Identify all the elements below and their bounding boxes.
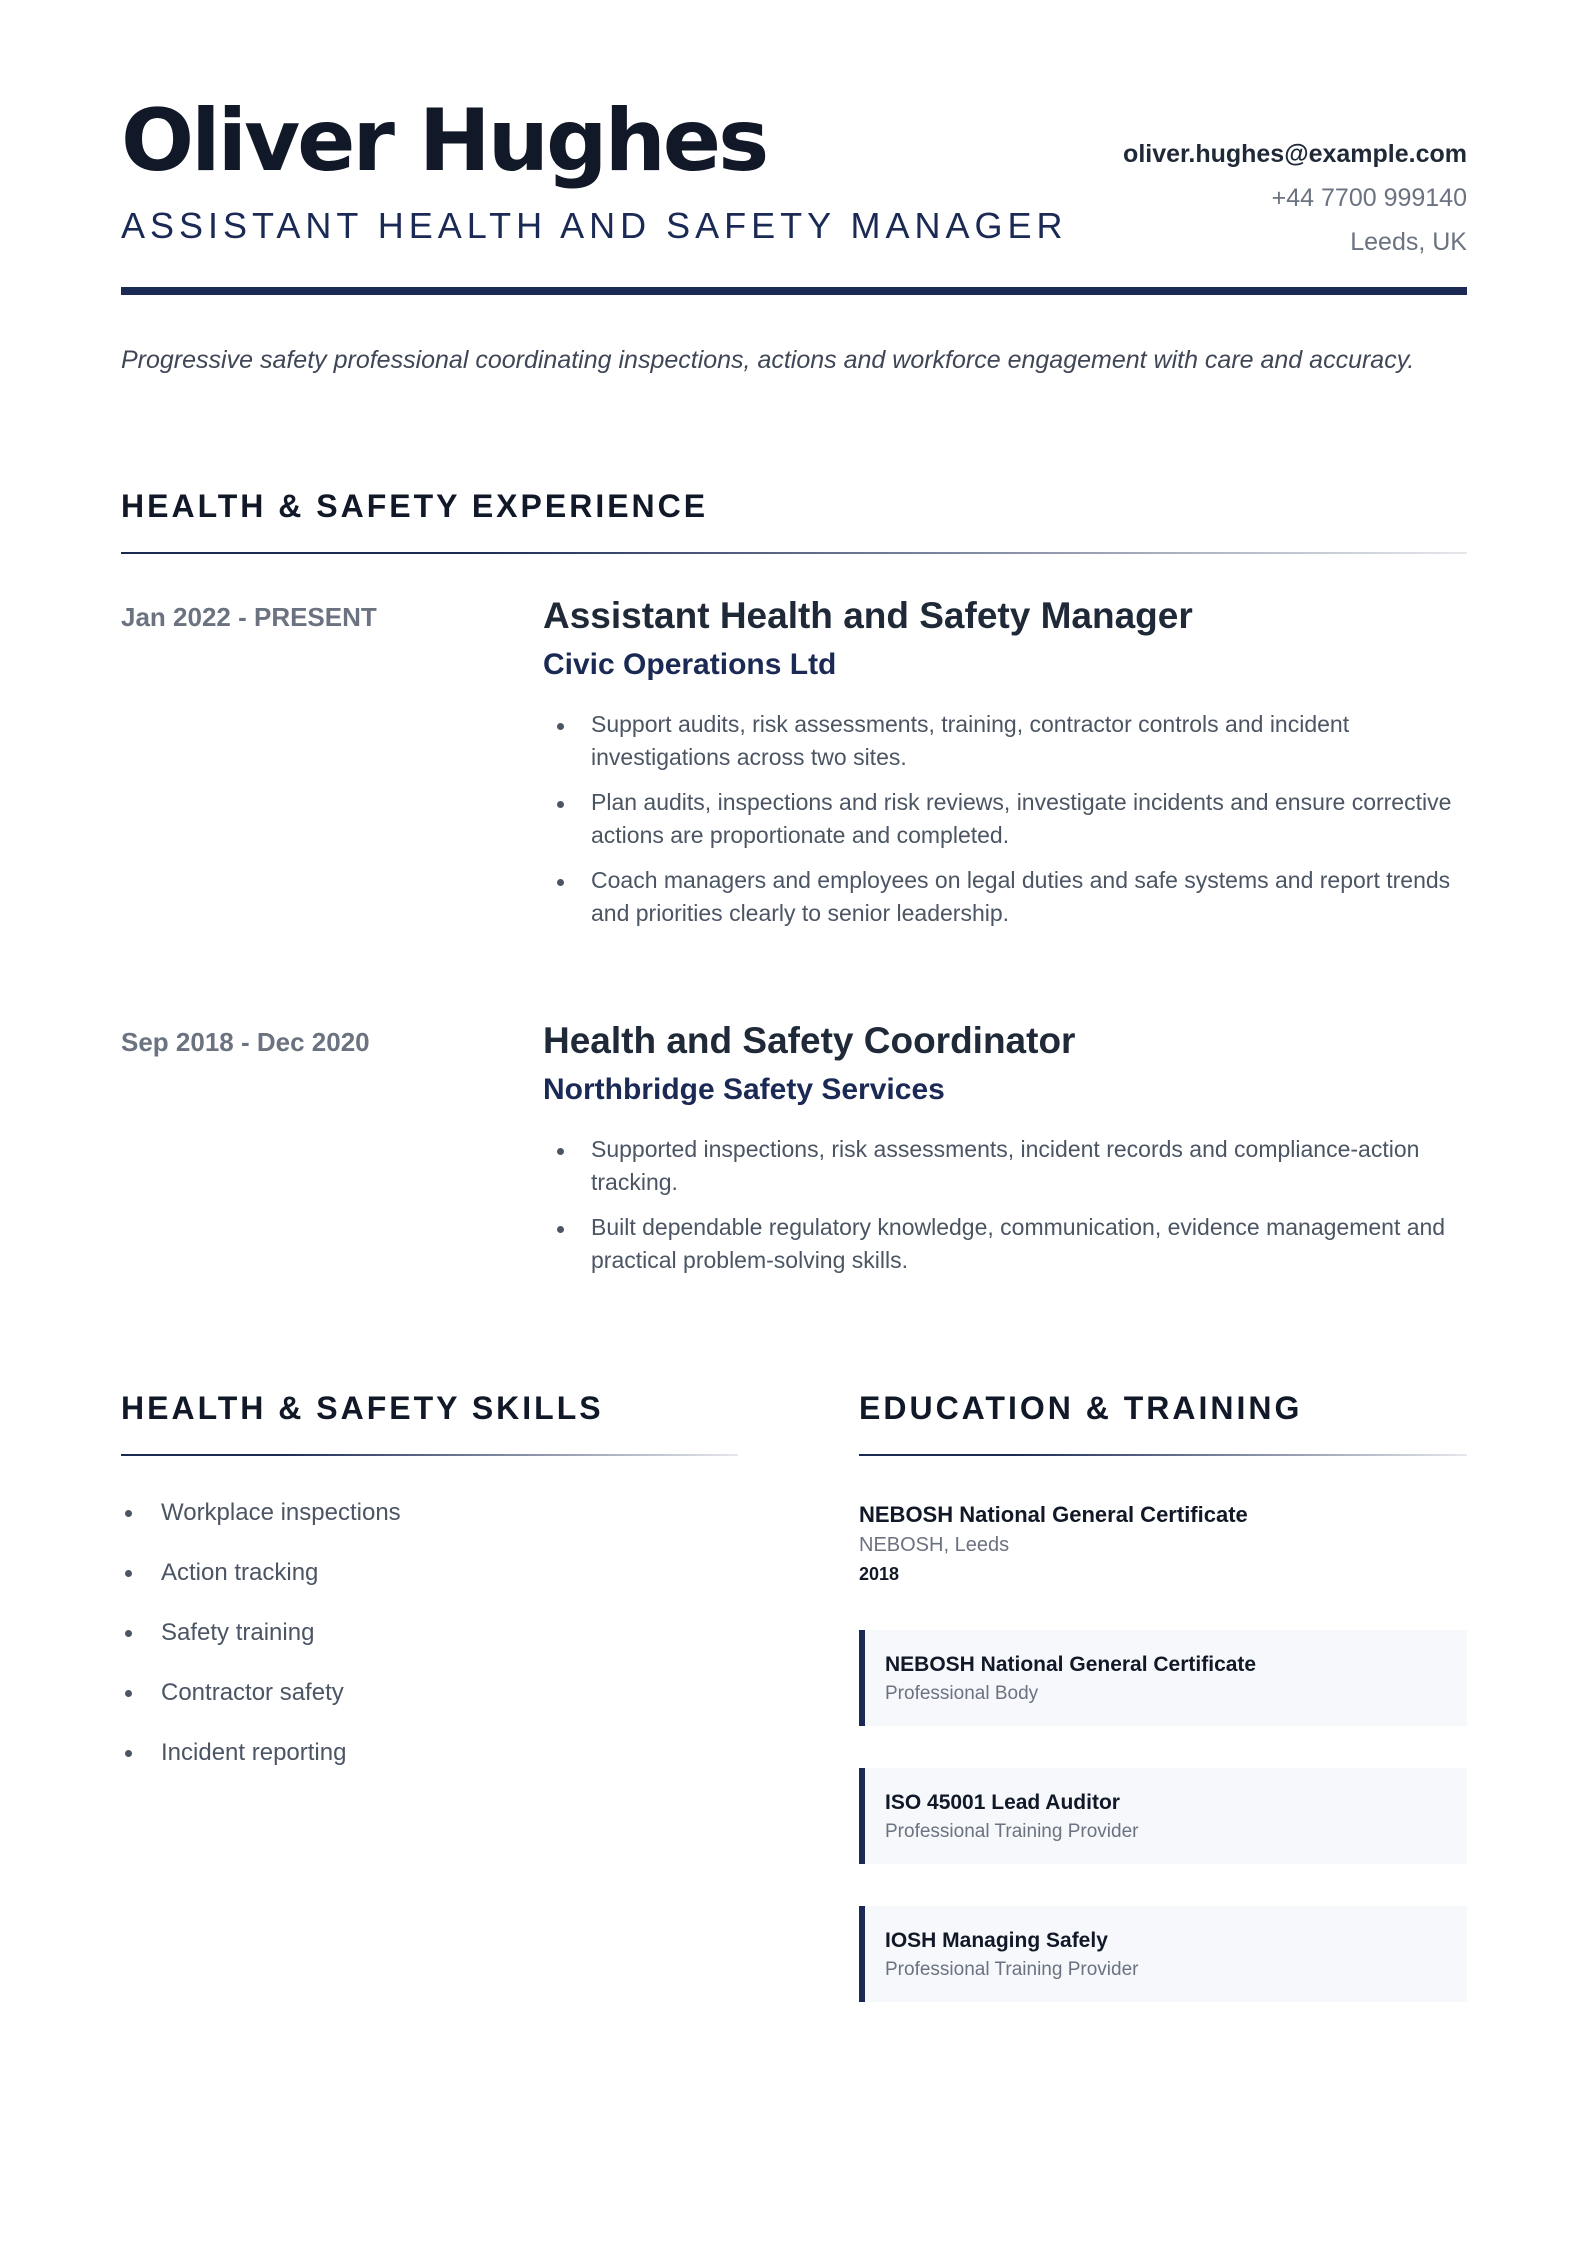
skill-item: Incident reporting xyxy=(121,1736,738,1770)
job-bullet: Built dependable regulatory knowledge, communication, evidence management and practical problem-solving skills. xyxy=(543,1211,1467,1277)
education-heading: EDUCATION & TRAINING xyxy=(859,1390,1303,1426)
education-year: 2018 xyxy=(859,1564,900,1584)
experience-section-header xyxy=(121,490,1467,554)
skill-item: Workplace inspections xyxy=(121,1496,738,1530)
job-bullet: Support audits, risk assessments, training, contractor controls and incident investigations across two sites. xyxy=(543,708,1467,774)
phone-number: +44 7700 999140 xyxy=(1271,184,1467,212)
certification-card xyxy=(859,1630,1467,1726)
location: Leeds, UK xyxy=(1350,228,1467,256)
job-dates: Jan 2022 - PRESENT xyxy=(121,602,377,632)
job-bullet: Supported inspections, risk assessments, incident records and compliance-action tracking. xyxy=(543,1133,1467,1199)
education-place: NEBOSH, Leeds xyxy=(859,1534,1010,1556)
profile-summary: Progressive safety professional coordinating inspections, actions and workforce engagement with care and accuracy. xyxy=(121,346,1415,374)
header-divider xyxy=(121,287,1467,295)
job-bullets xyxy=(543,708,1467,930)
job-company: Civic Operations Ltd xyxy=(543,648,837,681)
skills-heading: HEALTH & SAFETY SKILLS xyxy=(121,1390,604,1426)
certification-card xyxy=(859,1768,1467,1864)
contact-block xyxy=(1123,132,1467,264)
job-role: Health and Safety Coordinator xyxy=(543,1020,1076,1061)
experience-heading: HEALTH & SAFETY EXPERIENCE xyxy=(121,488,709,524)
section-divider xyxy=(121,1454,738,1456)
certification-card xyxy=(859,1906,1467,2002)
education-title: NEBOSH National General Certificate xyxy=(859,1502,1248,1527)
skill-item: Safety training xyxy=(121,1616,738,1650)
education-entry xyxy=(859,1500,1467,1588)
candidate-name: Oliver Hughes xyxy=(121,91,767,191)
skill-item: Contractor safety xyxy=(121,1676,738,1710)
certification-title: IOSH Managing Safely xyxy=(885,1929,1108,1952)
skills-section xyxy=(121,1392,738,1796)
certification-title: NEBOSH National General Certificate xyxy=(885,1653,1257,1676)
skill-item: Action tracking xyxy=(121,1556,738,1590)
certification-org: Professional Training Provider xyxy=(885,1959,1139,1980)
skills-list xyxy=(121,1496,738,1770)
education-section xyxy=(859,1392,1467,2002)
certification-org: Professional Training Provider xyxy=(885,1821,1139,1842)
email-link[interactable]: oliver.hughes@example.com xyxy=(1123,140,1467,168)
section-divider xyxy=(859,1454,1467,1456)
job-body xyxy=(543,592,1467,942)
job-company: Northbridge Safety Services xyxy=(543,1073,945,1106)
certification-org: Professional Body xyxy=(885,1683,1039,1704)
job-body xyxy=(543,1017,1467,1289)
job-bullet: Coach managers and employees on legal duties and safe systems and report trends and priorities clearly to senior leadership. xyxy=(543,864,1467,930)
resume-header xyxy=(121,90,1467,290)
section-divider xyxy=(121,552,1467,554)
job-bullet: Plan audits, inspections and risk reviews, investigate incidents and ensure corrective actions are proportionate and completed. xyxy=(543,786,1467,852)
job-role: Assistant Health and Safety Manager xyxy=(543,595,1193,636)
certification-title: ISO 45001 Lead Auditor xyxy=(885,1791,1120,1814)
job-bullets xyxy=(543,1133,1467,1277)
job-dates: Sep 2018 - Dec 2020 xyxy=(121,1027,370,1057)
candidate-title: ASSISTANT HEALTH AND SAFETY MANAGER xyxy=(121,205,1068,246)
